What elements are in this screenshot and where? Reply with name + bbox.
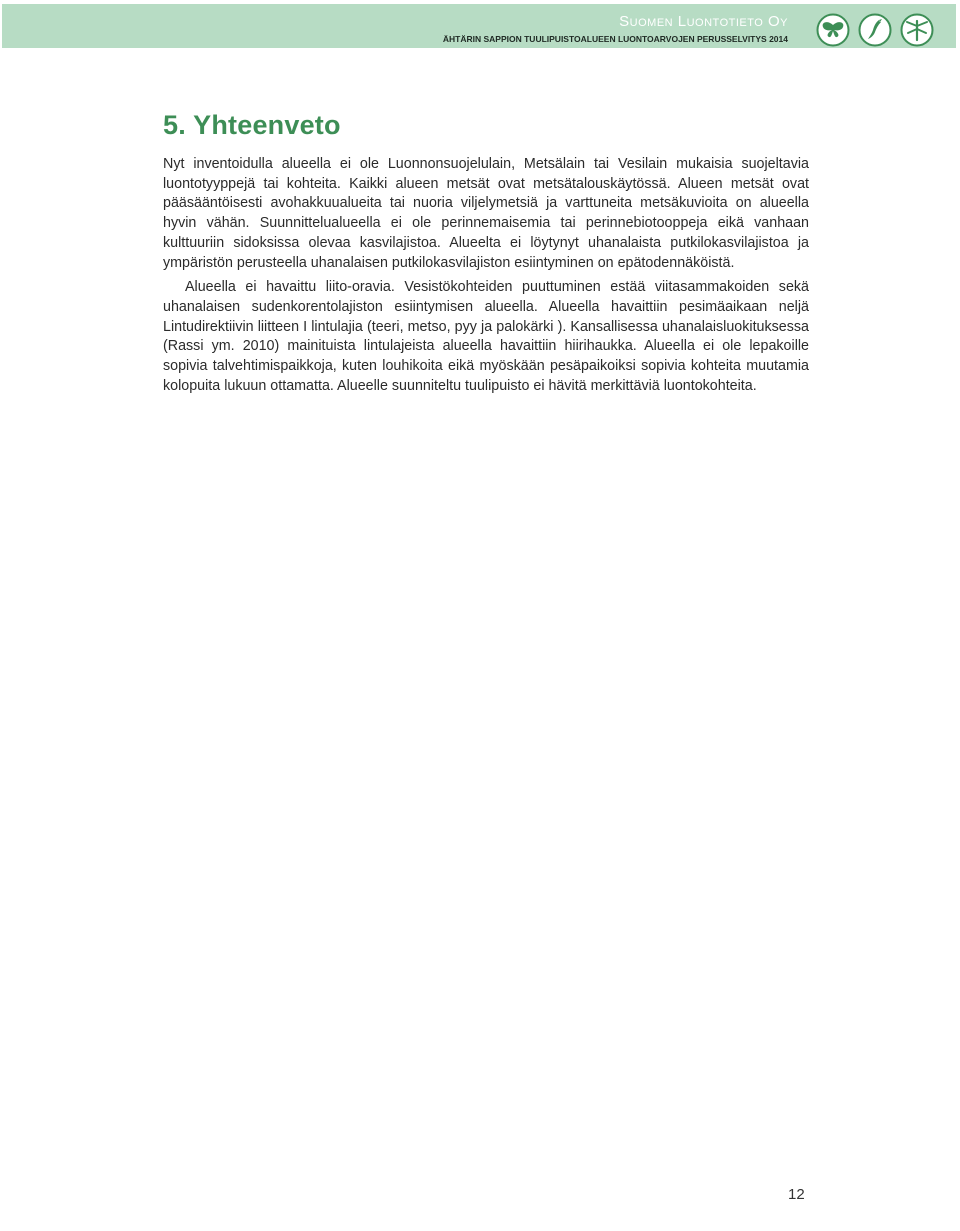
summary-text — [163, 155, 809, 396]
paragraph-2: Alueella ei havaittu liito-oravia. Vesistökohteiden puuttuminen estää viitasammakoiden sekä uhanalaisen sudenkorentolajiston esiintymisen alueella. Alueella havaittiin pesimäaikaan neljä Lintudirektiivin liitteen I lintulajia (teeri, metso, pyy ja palokärki ). Kansallisessa uhanalaisluokituksessa (Rassi ym. 2010) mainituista lintulajeista alueella havaittiin hiirihaukka. Alueella ei ole lepakoille sopivia talvehtimispaikkoja, kuten louhikoita eikä myöskään pesäpaikoiksi sopivia kohteita muutamia kolopuita lukuun ottamatta. Alueelle suunniteltu tuulipuisto ei hävitä merkittäviä luontokohteita. — [163, 279, 809, 394]
butterfly-icon — [816, 13, 850, 47]
company-name: Suomen Luontotieto Oy — [619, 13, 788, 30]
section-heading: 5. Yhteenveto — [163, 110, 341, 140]
dragonfly-icon — [900, 13, 934, 47]
page-number: 12 — [788, 1186, 805, 1203]
paragraph-1: Nyt inventoidulla alueella ei ole Luonnonsuojelulain, Metsälain tai Vesilain mukaisia suojeltavia luontotyyppejä tai kohteita. Kaikki alueen metsät ovat metsätalouskäytössä. Alueen metsät ovat pääsääntöisesti avohakkuualueita tai nuoria viljelymetsiä ja varttuneita metsäkuvioita on alueella hyvin vähän. Suunnittelualueella ei ole perinnemaisemia tai perinnebiotooppeja eikä vanhaan kulttuuriin sidoksissa olevaa kasvilajistoa. Alueelta ei löytynyt uhanalaista putkilokasvilajistoa ja ympäristön perusteella uhanalaisen putkilokasvilajiston esiintyminen on epätodennäköistä. — [163, 156, 809, 271]
logo-group — [814, 13, 940, 51]
bird-icon — [858, 13, 892, 47]
header-band — [2, 4, 956, 48]
report-subtitle: ÄHTÄRIN SAPPION TUULIPUISTOALUEEN LUONTOARVOJEN PERUSSELVITYS 2014 — [442, 34, 788, 44]
